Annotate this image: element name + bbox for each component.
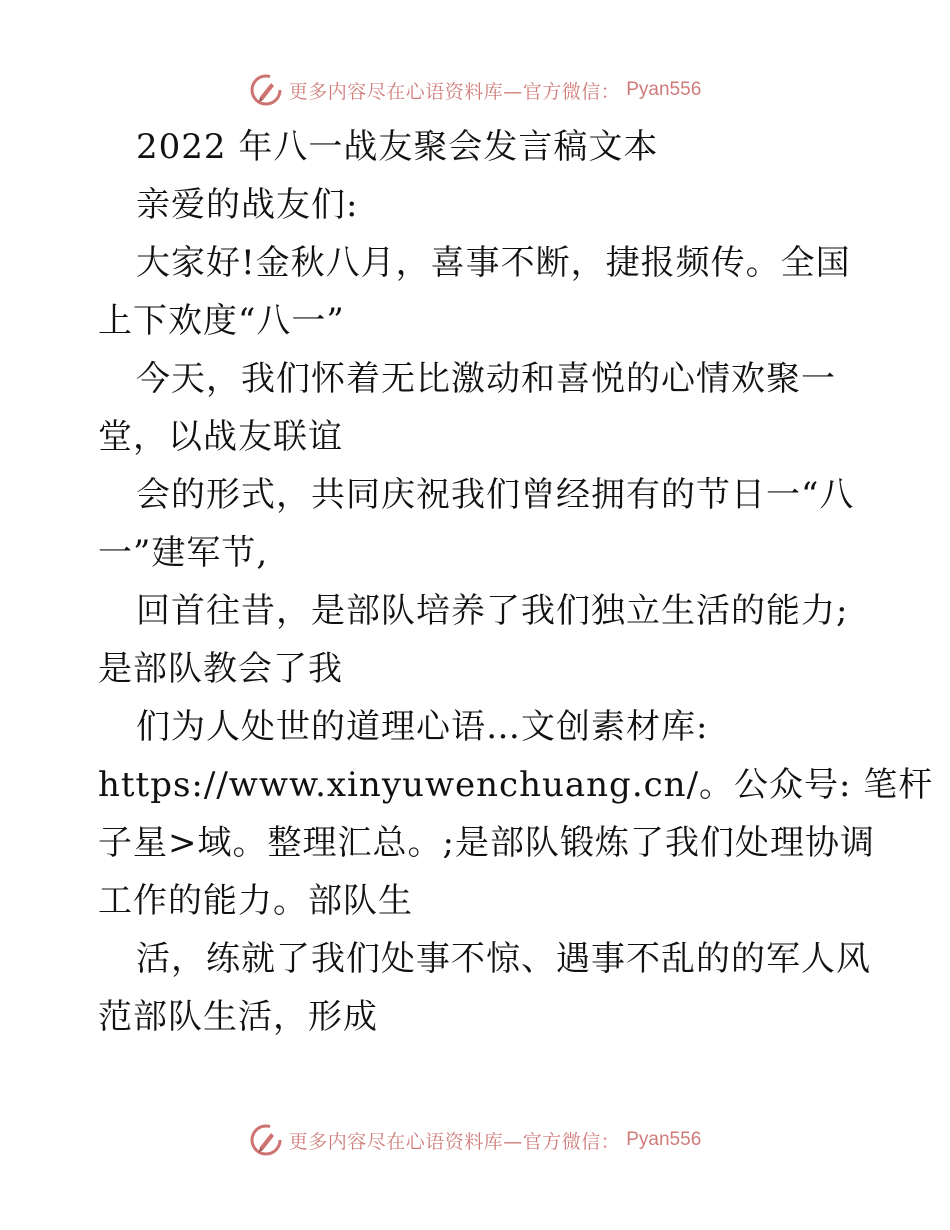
text-line: 上下欢度“八一” [98,301,345,341]
text-line: 今天，我们怀着无比激动和喜悦的心情欢聚一 [136,359,836,399]
text-line: 子星>域。整理汇总。;是部队锻炼了我们处理协调 [98,823,875,863]
text-line: 范部队生活，形成 [98,997,378,1037]
text-line: 们为人处世的道理心语…文创素材库: [136,707,709,747]
header-watermark-inner [249,73,702,107]
footer-watermark-inner [249,1123,702,1157]
footer-watermark-text: 更多内容尽在心语资料库—官方微信： [288,1130,621,1153]
header-watermark-id: Pyan556 [626,79,702,100]
document-body [98,118,934,1046]
text-line: https://www.xinyuwenchuang.cn/。公众号: 笔杆 [98,765,934,805]
pen-logo-icon [249,73,283,107]
text-line: 堂，以战友联谊 [98,417,343,457]
footer-watermark-id: Pyan556 [626,1129,702,1150]
header-watermark [0,70,950,110]
text-line: 活，练就了我们处事不惊、遇事不乱的的军人风 [136,939,871,979]
pen-logo-icon [249,1123,283,1157]
header-watermark-text: 更多内容尽在心语资料库—官方微信： [288,80,621,103]
text-line: 大家好!金秋八月，喜事不断，捷报频传。全国 [136,243,851,283]
text-line: 亲爱的战友们: [136,185,359,225]
footer-watermark [0,1120,950,1160]
text-line: 会的形式，共同庆祝我们曾经拥有的节日一“八 [136,475,855,515]
document-title: 2022 年八一战友聚会发言稿文本 [136,127,659,167]
text-line: 是部队教会了我 [98,649,343,689]
text-line: 一”建军节, [98,533,269,573]
text-line: 工作的能力。部队生 [98,881,413,921]
text-line: 回首往昔，是部队培养了我们独立生活的能力; [136,591,849,631]
